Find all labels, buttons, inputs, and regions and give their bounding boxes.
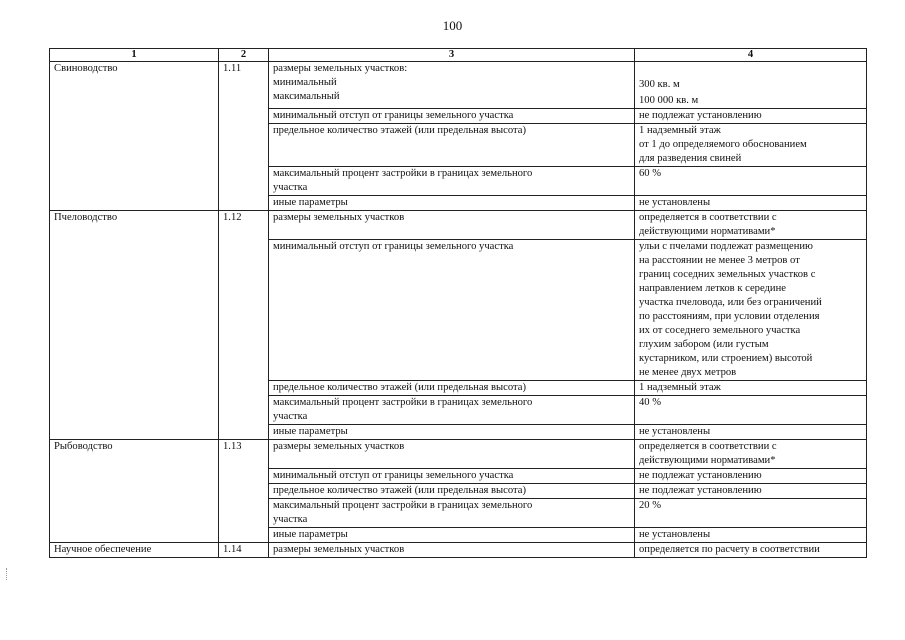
parameter-text: максимальный процент застройки в границах земельного — [273, 397, 533, 408]
header-col-2: 2 — [219, 49, 269, 62]
parameter-cell — [269, 499, 635, 528]
value-cell — [635, 440, 867, 469]
activity-name: Пчеловодство — [50, 211, 219, 440]
parameter-text: минимальный отступ от границы земельного участка — [269, 469, 635, 484]
value-cell — [635, 124, 867, 167]
value-cell — [635, 240, 867, 381]
parameter-text: иные параметры — [269, 528, 635, 543]
activity-code: 1.12 — [219, 211, 269, 440]
parameter-cell — [269, 167, 635, 196]
value-text: определяется по расчету в соответствии — [635, 543, 867, 558]
value-text: 1 надземный этаж — [639, 125, 721, 136]
value-text: 300 кв. м — [639, 79, 680, 90]
value-text: 20 % — [635, 499, 867, 528]
table-row — [50, 62, 867, 109]
parameter-text: размеры земельных участков — [269, 440, 635, 469]
parameter-text: максимальный — [273, 91, 340, 102]
value-text: кустарником, или строением) высотой — [639, 353, 813, 364]
value-text: действующими нормативами* — [639, 226, 776, 237]
value-text: не подлежат установлению — [635, 109, 867, 124]
parameter-text: предельное количество этажей (или предельная высота) — [269, 484, 635, 499]
value-text: 40 % — [635, 396, 867, 425]
parameter-text: максимальный процент застройки в границах земельного — [273, 168, 533, 179]
parameter-text: предельное количество этажей (или предельная высота) — [269, 381, 635, 396]
parameter-text: участка — [273, 182, 308, 193]
parameter-text: размеры земельных участков — [269, 543, 635, 558]
value-text: 100 000 кв. м — [639, 95, 699, 106]
value-text: глухим забором (или густым — [639, 339, 769, 350]
parameter-text: размеры земельных участков — [269, 211, 635, 240]
value-text: границ соседних земельных участков с — [639, 269, 816, 280]
header-col-1: 1 — [50, 49, 219, 62]
value-text: по расстояниям, при условии отделения — [639, 311, 820, 322]
parameter-text: минимальный отступ от границы земельного участка — [269, 109, 635, 124]
value-cell — [635, 211, 867, 240]
value-text: ульи с пчелами подлежат размещению — [639, 241, 813, 252]
value-text: действующими нормативами* — [639, 455, 776, 466]
value-text: не менее двух метров — [639, 367, 737, 378]
page-number: 100 — [442, 18, 463, 33]
value-text: их от соседнего земельного участка — [639, 325, 801, 336]
activity-name: Научное обеспечение — [50, 543, 219, 558]
value-text: для разведения свиней — [639, 153, 742, 164]
value-text: не установлены — [635, 196, 867, 211]
parameter-text: участка — [273, 514, 308, 525]
header-row — [50, 49, 867, 62]
table-row — [50, 543, 867, 558]
parameter-text: иные параметры — [269, 425, 635, 440]
value-text: направлением летков к середине — [639, 283, 786, 294]
value-text: на расстоянии не менее 3 метров от — [639, 255, 800, 266]
parameter-text: максимальный процент застройки в границах земельного — [273, 500, 533, 511]
value-text: определяется в соответствии с — [639, 212, 777, 223]
activity-name: Свиноводство — [50, 62, 219, 211]
activity-code: 1.11 — [219, 62, 269, 211]
parameter-text: минимальный — [273, 77, 337, 88]
value-text: 60 % — [635, 167, 867, 196]
value-text: не установлены — [635, 425, 867, 440]
activity-name: Рыбоводство — [50, 440, 219, 543]
value-text: не установлены — [635, 528, 867, 543]
activity-code: 1.13 — [219, 440, 269, 543]
header-col-4: 4 — [635, 49, 867, 62]
parameter-text: размеры земельных участков: — [273, 63, 408, 74]
value-text: от 1 до определяемого обоснованием — [639, 139, 807, 150]
value-text: 1 надземный этаж — [635, 381, 867, 396]
parameter-cell — [269, 396, 635, 425]
value-text: определяется в соответствии с — [639, 441, 777, 452]
parameter-cell — [269, 62, 635, 109]
value-text: не подлежат установлению — [635, 469, 867, 484]
value-text: участка пчеловода, или без ограничений — [639, 297, 822, 308]
activity-code: 1.14 — [219, 543, 269, 558]
parameter-text: участка — [273, 411, 308, 422]
header-col-3: 3 — [269, 49, 635, 62]
parameter-text: предельное количество этажей (или предельная высота) — [269, 124, 635, 167]
parameter-text: минимальный отступ от границы земельного участка — [269, 240, 635, 381]
land-use-parameters-table — [49, 48, 867, 558]
table-row — [50, 440, 867, 469]
value-cell — [635, 62, 867, 109]
scan-edge-mark — [6, 568, 10, 580]
table-row — [50, 211, 867, 240]
parameter-text: иные параметры — [269, 196, 635, 211]
value-text: не подлежат установлению — [635, 484, 867, 499]
